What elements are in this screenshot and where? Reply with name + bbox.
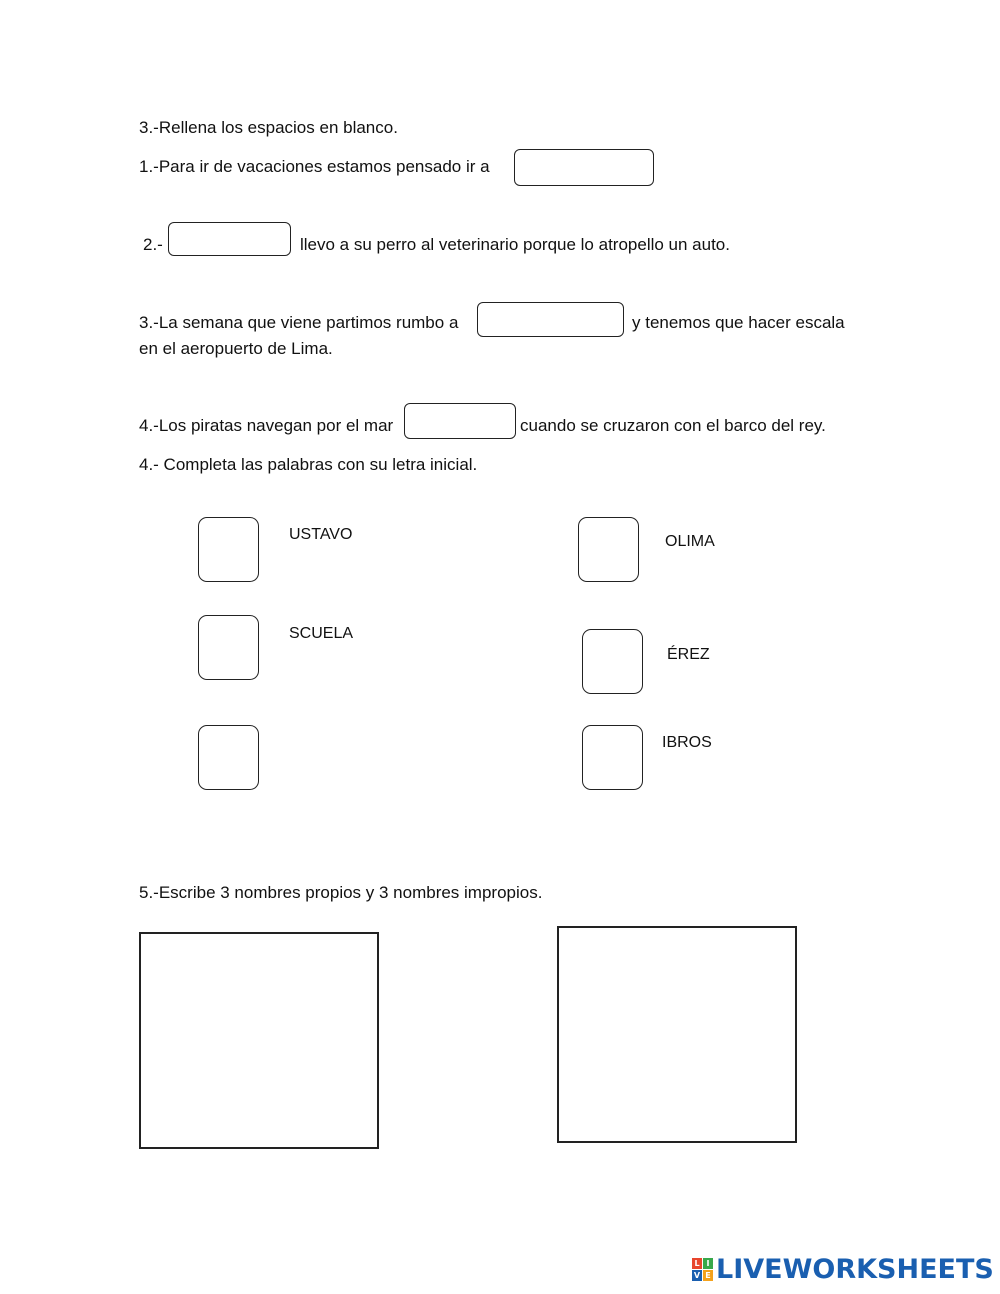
common-nouns-answer-box[interactable] xyxy=(557,926,797,1143)
word-3: SCUELA xyxy=(289,625,354,642)
letter-box-6[interactable] xyxy=(582,725,643,790)
item-2-text: llevo a su perro al veterinario porque lo atropello un auto. xyxy=(300,235,730,254)
item-4-text-a: 4.-Los piratas navegan por el mar xyxy=(139,416,394,435)
logo-mark-icon xyxy=(692,1258,713,1281)
letter-box-5[interactable] xyxy=(198,725,259,790)
item-3-answer-field[interactable] xyxy=(477,302,624,337)
letter-box-1[interactable] xyxy=(198,517,259,582)
section-4-heading: 4.- Completa las palabras con su letra inicial. xyxy=(139,455,478,474)
letter-box-2[interactable] xyxy=(578,517,639,582)
word-4: ÉREZ xyxy=(667,646,710,663)
item-3-text-a: 3.-La semana que viene partimos rumbo a xyxy=(139,313,459,332)
letter-box-3[interactable] xyxy=(198,615,259,680)
proper-nouns-answer-box[interactable] xyxy=(139,932,379,1149)
item-1-text: 1.-Para ir de vacaciones estamos pensado ir a xyxy=(139,157,490,176)
logo-letter: V xyxy=(693,1270,701,1280)
logo-letter: L xyxy=(692,1258,702,1269)
item-3-text-b: y tenemos que hacer escala xyxy=(632,313,845,332)
item-2-answer-field[interactable] xyxy=(168,222,291,256)
logo-letter: E xyxy=(703,1270,713,1281)
word-6: IBROS xyxy=(662,734,712,751)
section-3-heading: 3.-Rellena los espacios en blanco. xyxy=(139,118,398,137)
item-4-text-b: cuando se cruzaron con el barco del rey. xyxy=(520,416,826,435)
section-5-heading: 5.-Escribe 3 nombres propios y 3 nombres impropios. xyxy=(139,883,543,902)
word-1: USTAVO xyxy=(289,526,353,543)
item-1-answer-field[interactable] xyxy=(514,149,654,186)
word-2: OLIMA xyxy=(665,533,715,550)
logo-letter: I xyxy=(703,1258,713,1269)
brand-name: LIVEWORKSHEETS xyxy=(716,1253,994,1285)
item-2-prefix: 2.- xyxy=(143,235,163,254)
item-4-answer-field[interactable] xyxy=(404,403,516,439)
item-3-text-c: en el aeropuerto de Lima. xyxy=(139,339,333,358)
liveworksheets-logo xyxy=(692,1252,994,1286)
letter-box-4[interactable] xyxy=(582,629,643,694)
